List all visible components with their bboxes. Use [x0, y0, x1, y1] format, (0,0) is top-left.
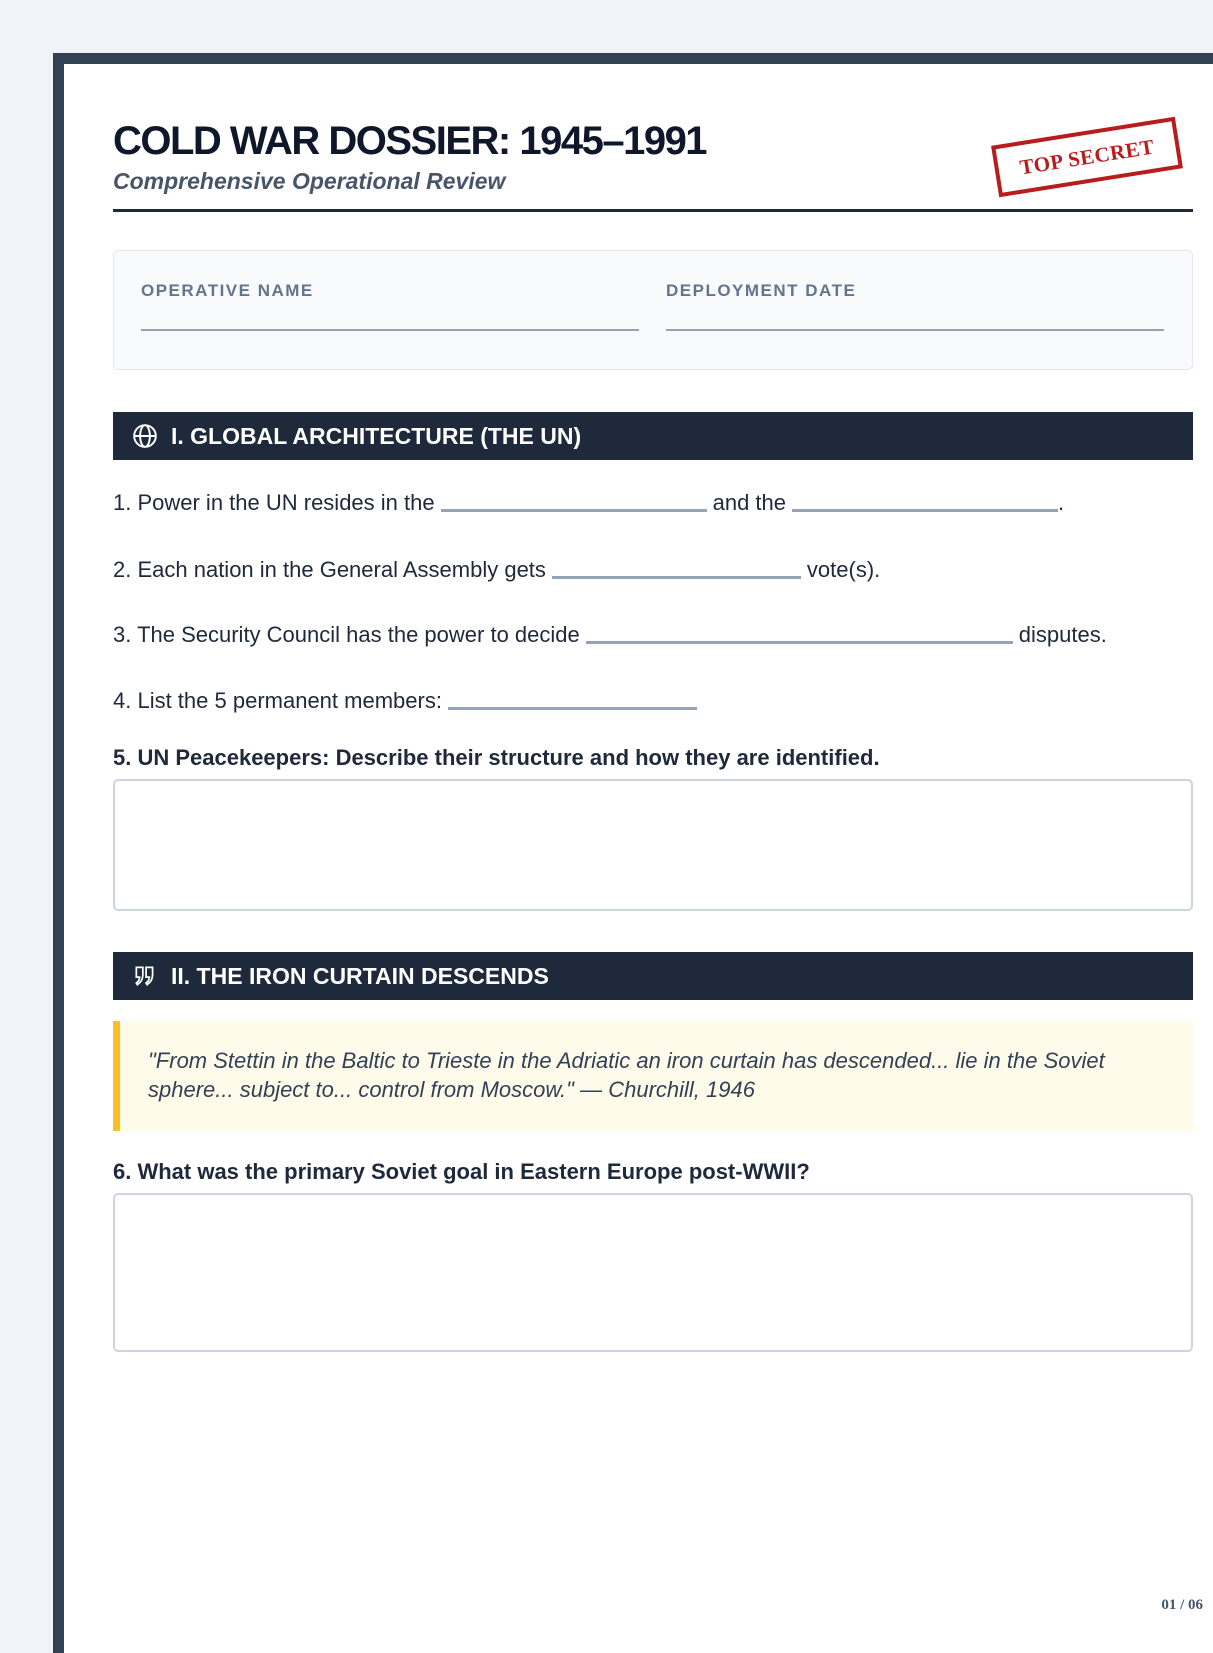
- q3-blank[interactable]: [586, 641, 1013, 644]
- page-number: 01 / 06: [1161, 1597, 1203, 1613]
- deployment-date-field[interactable]: [666, 281, 1164, 331]
- operative-name-line[interactable]: [141, 329, 639, 331]
- section-1-header: [113, 412, 1193, 460]
- q1-text-b: and the: [712, 490, 787, 515]
- question-2: [113, 557, 880, 583]
- q1-text-a: 1. Power in the UN resides in the: [113, 490, 435, 515]
- q2-text-a: 2. Each nation in the General Assembly gets: [113, 557, 546, 582]
- question-6: 6. What was the primary Soviet goal in Eastern Europe post-WWII?: [113, 1159, 810, 1184]
- q1-blank-1[interactable]: [441, 509, 707, 512]
- section-2-header: [113, 952, 1193, 1000]
- page-title: COLD WAR DOSSIER: 1945–1991: [113, 119, 707, 163]
- q6-answer-box[interactable]: [113, 1193, 1193, 1352]
- page-subtitle: Comprehensive Operational Review: [113, 168, 506, 194]
- question-1: [113, 490, 1064, 516]
- question-4: [113, 688, 703, 714]
- q5-answer-box[interactable]: [113, 779, 1193, 911]
- deployment-date-line[interactable]: [666, 329, 1164, 331]
- top-secret-stamp: TOP SECRET: [991, 117, 1183, 197]
- q1-blank-2[interactable]: [792, 509, 1058, 512]
- section-1-title: I. GLOBAL ARCHITECTURE (THE UN): [171, 422, 582, 449]
- churchill-quote: "From Stettin in the Baltic to Trieste in the Adriatic an iron curtain has descended... lie in the Soviet sphere... subject to... control from Moscow." — Churchill, 1946: [113, 1021, 1193, 1131]
- q2-text-b: vote(s).: [806, 557, 881, 582]
- question-5: 5. UN Peacekeepers: Describe their structure and how they are identified.: [113, 745, 880, 770]
- q2-blank[interactable]: [552, 576, 801, 579]
- operative-info-box: [113, 250, 1193, 370]
- operative-name-field[interactable]: [141, 281, 639, 331]
- dossier-header: [113, 64, 1193, 212]
- quote-icon: [132, 963, 158, 989]
- operative-name-label: OPERATIVE NAME: [141, 281, 314, 300]
- globe-icon: [132, 423, 158, 449]
- q1-text-c: .: [1058, 490, 1065, 515]
- section-2-title: II. THE IRON CURTAIN DESCENDS: [171, 962, 549, 989]
- q3-text-a: 3. The Security Council has the power to decide: [113, 622, 580, 647]
- q3-text-b: disputes.: [1018, 622, 1107, 647]
- deployment-date-label: DEPLOYMENT DATE: [666, 281, 857, 300]
- page-content: [113, 64, 1193, 1184]
- dossier-page: [53, 53, 1213, 1653]
- q4-text: 4. List the 5 permanent members:: [113, 688, 442, 713]
- question-3: [113, 622, 1107, 648]
- q4-blank[interactable]: [448, 707, 697, 710]
